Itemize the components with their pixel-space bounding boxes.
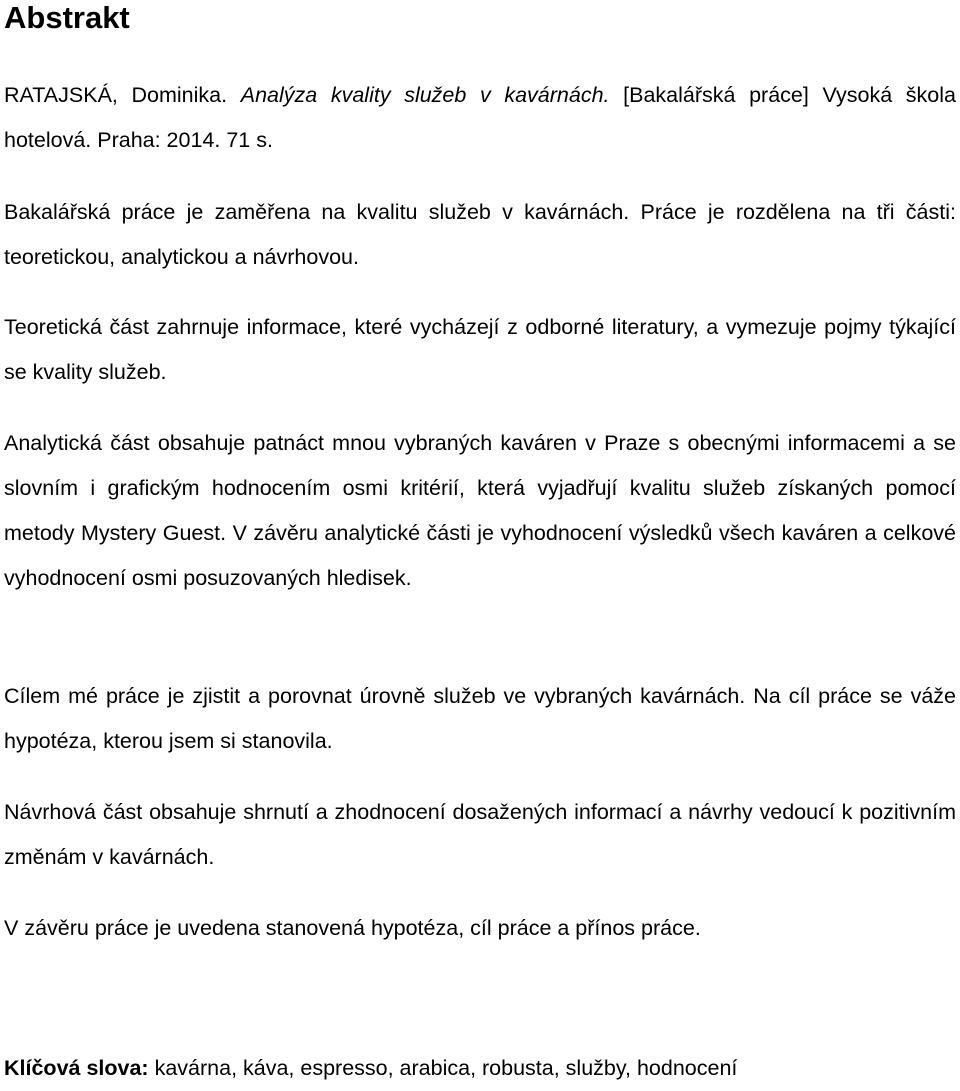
paragraph-proposal: Návrhová část obsahuje shrnutí a zhodnocení dosažených informací a návrhy vedoucí k pozitivním změnám v kavárnách. <box>4 800 956 869</box>
page-title: Abstrakt <box>4 0 130 35</box>
citation-author: RATAJSKÁ, Dominika. <box>4 83 228 107</box>
keywords <box>4 1046 956 1091</box>
citation-work-title: Analýza kvality služeb v kavárnách. <box>240 83 610 107</box>
keywords-label: Klíčová slova: <box>4 1056 149 1080</box>
citation <box>4 73 956 163</box>
paragraph-theoretical: Teoretická část zahrnuje informace, které vycházejí z odborné literatury, a vymezuje pojmy týkající se kvality služeb. <box>4 315 956 384</box>
keywords-value: kavárna, káva, espresso, arabica, robusta, služby, hodnocení <box>154 1056 738 1080</box>
citation-details: [Bakalářská práce] Vysoká škola hotelová. Praha: 2014. 71 s. <box>4 83 956 152</box>
paragraph-focus: Bakalářská práce je zaměřena na kvalitu služeb v kavárnách. Práce je rozdělena na tři části: teoretickou, analytickou a návrhovou. <box>4 200 956 269</box>
paragraph-goal: Cílem mé práce je zjistit a porovnat úrovně služeb ve vybraných kavárnách. Na cíl práce se váže hypotéza, kterou jsem si stanovila. <box>4 684 956 753</box>
paragraph-conclusion: V závěru práce je uvedena stanovená hypotéza, cíl práce a přínos práce. <box>4 916 701 940</box>
paragraph-analytical: Analytická část obsahuje patnáct mnou vybraných kaváren v Praze s obecnými informacemi a se slovním i grafickým hodnocením osmi kritérií, která vyjadřují kvalitu služeb získaných pomocí metody Mystery Guest. V závěru analytické části je vyhodnocení výsledků všech kaváren a celkové vyhodnocení osmi posuzovaných hledisek. <box>4 431 956 590</box>
